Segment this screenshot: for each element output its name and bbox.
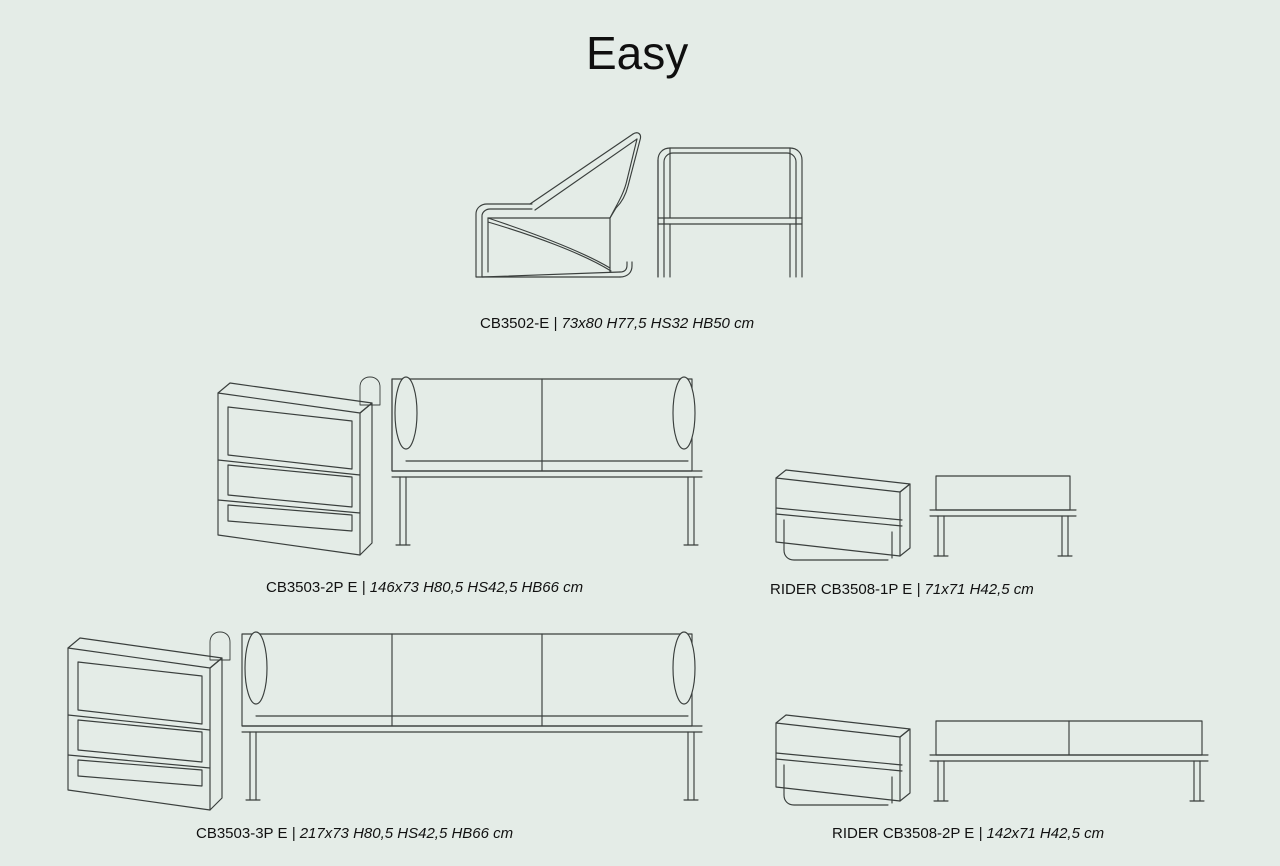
caption-rider-cb3508-1p-e — [770, 581, 1034, 599]
caption-dimensions: 71x71 H42,5 cm — [924, 581, 1034, 598]
caption-separator: | — [912, 581, 925, 598]
caption-cb3503-2p-e — [266, 579, 583, 597]
armchair-front-view — [658, 148, 802, 277]
caption-dimensions: 142x71 H42,5 cm — [986, 825, 1105, 842]
bench-2p-front-view — [930, 721, 1208, 801]
caption-dimensions: 73x80 H77,5 HS32 HB50 cm — [561, 315, 755, 332]
caption-code: CB3503-3P E — [196, 825, 288, 842]
caption-dimensions: 146x73 H80,5 HS42,5 HB66 cm — [369, 579, 584, 596]
caption-code: CB3503-2P E — [266, 579, 358, 596]
figure-sofa-2p-cb3503 — [210, 365, 720, 565]
figure-armchair-cb3502-e — [470, 122, 840, 292]
page-title: Easy — [586, 27, 689, 79]
bench-2p-top-view — [776, 715, 910, 805]
caption-code: RIDER CB3508-1P E — [770, 581, 913, 598]
sofa-3p-top-view — [68, 632, 230, 810]
caption-separator: | — [357, 579, 370, 596]
sofa-2p-front-view — [392, 377, 702, 545]
figure-bench-2p-rider-cb3508 — [770, 705, 1220, 815]
caption-code: RIDER CB3508-2P E — [832, 825, 975, 842]
sofa-3p-front-view — [242, 632, 702, 800]
caption-code: CB3502-E — [480, 315, 550, 332]
figure-sofa-3p-cb3503 — [60, 620, 720, 820]
figure-bench-1p-rider-cb3508 — [770, 460, 1090, 570]
caption-separator: | — [549, 315, 562, 332]
caption-dimensions: 217x73 H80,5 HS42,5 HB66 cm — [299, 825, 514, 842]
bench-1p-top-view — [776, 470, 910, 560]
caption-cb3503-3p-e — [196, 825, 513, 843]
caption-cb3502-e — [480, 315, 754, 333]
caption-separator: | — [974, 825, 987, 842]
caption-rider-cb3508-2p-e — [832, 825, 1104, 843]
sofa-2p-top-view — [218, 377, 380, 555]
caption-separator: | — [287, 825, 300, 842]
bench-1p-front-view — [930, 476, 1076, 556]
armchair-side-view — [476, 133, 641, 277]
